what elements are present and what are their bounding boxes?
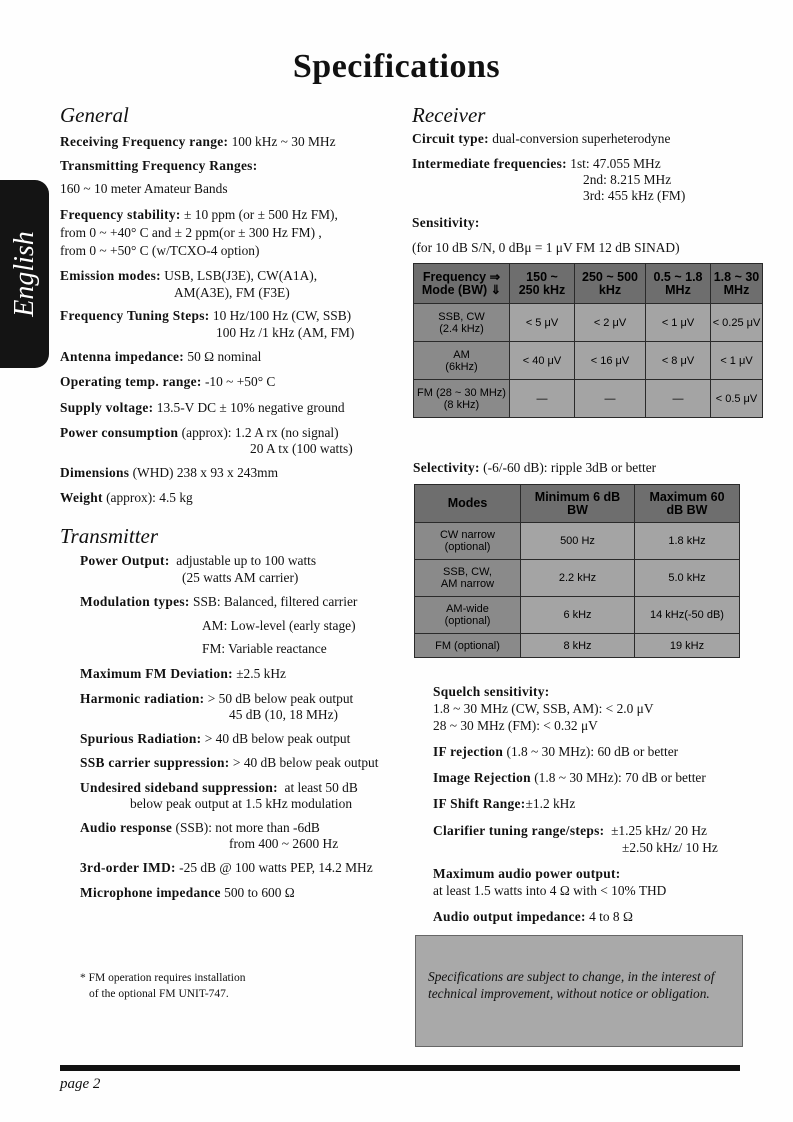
table-cell: < 1 μV [711, 342, 763, 380]
table-row [415, 523, 740, 560]
table-cell: 5.0 kHz [635, 560, 740, 597]
max-audio-label: Maximum audio power output: [433, 866, 621, 881]
if-freq-3: 3rd: 455 kHz (FM) [583, 188, 686, 203]
max-audio-value: at least 1.5 watts into 4 Ω with < 10% THD [433, 883, 667, 898]
general-heading: General [60, 103, 129, 127]
stability: Frequency stability: ± 10 ppm (or ± 500 Hz FM), [60, 207, 338, 222]
harmonic-radiation-line2: 45 dB (10, 18 MHz) [229, 707, 338, 722]
table-header-cell: 1.8 ~ 30 MHz [711, 264, 763, 304]
table-row [414, 380, 763, 418]
clarifier: Clarifier tuning range/steps: ±1.25 kHz/ 20 Hz [433, 823, 707, 838]
if-rejection: IF rejection (1.8 ~ 30 MHz): 60 dB or better [433, 744, 679, 759]
stability-line3: from 0 ~ +50° C (w/TCXO-4 option) [60, 243, 260, 258]
selectivity: Selectivity: (-6/-60 dB): ripple 3dB or better [413, 460, 657, 475]
footer-rule [60, 1065, 740, 1071]
table-cell: AM-wide (optional) [415, 597, 521, 634]
footnote-line1: * FM operation requires installation [80, 972, 246, 984]
tx-freq-label: Transmitting Frequency Ranges: [60, 158, 258, 173]
table-cell: CW narrow (optional) [415, 523, 521, 560]
audio-response-line2: from 400 ~ 2600 Hz [229, 836, 339, 851]
table-header-cell: Maximum 60 dB BW [635, 485, 740, 523]
table-cell: < 0.25 μV [711, 304, 763, 342]
table-cell: 8 kHz [521, 634, 635, 658]
if-shift: IF Shift Range:±1.2 kHz [433, 796, 576, 811]
table-header-cell: 250 ~ 500 kHz [575, 264, 646, 304]
weight: Weight (approx): 4.5 kg [60, 490, 193, 505]
imd: 3rd-order IMD: -25 dB @ 100 watts PEP, 14.2 MHz [80, 860, 373, 875]
table-cell: < 40 μV [510, 342, 575, 380]
table-cell: < 5 μV [510, 304, 575, 342]
supply-voltage: Supply voltage: 13.5-V DC ± 10% negative ground [60, 400, 345, 415]
table-cell: 6 kHz [521, 597, 635, 634]
selectivity-table [414, 484, 740, 658]
rx-freq: Receiving Frequency range: 100 kHz ~ 30 MHz [60, 134, 336, 149]
table-cell: < 2 μV [575, 304, 646, 342]
table-cell: — [575, 380, 646, 418]
table-header-cell: 0.5 ~ 1.8 MHz [646, 264, 711, 304]
table-row [414, 304, 763, 342]
table-row [414, 342, 763, 380]
antenna-impedance: Antenna impedance: 50 Ω nominal [60, 349, 262, 364]
sensitivity-label: Sensitivity: [412, 215, 480, 230]
squelch-line1: 1.8 ~ 30 MHz (CW, SSB, AM): < 2.0 μV [433, 701, 654, 716]
fm-deviation: Maximum FM Deviation: ±2.5 kHz [80, 666, 286, 681]
audio-response: Audio response (SSB): not more than -6dB [80, 820, 320, 835]
image-rejection: Image Rejection (1.8 ~ 30 MHz): 70 dB or better [433, 770, 706, 785]
table-cell: — [510, 380, 575, 418]
table-cell: 14 kHz(-50 dB) [635, 597, 740, 634]
table-header-cell: 150 ~ 250 kHz [510, 264, 575, 304]
carrier-suppression: SSB carrier suppression: > 40 dB below peak output [80, 755, 379, 770]
table-cell: < 0.5 μV [711, 380, 763, 418]
stability-line2: from 0 ~ +40° C and ± 2 ppm(or ± 300 Hz FM) , [60, 225, 322, 240]
dimensions: Dimensions (WHD) 238 x 93 x 243mm [60, 465, 279, 480]
spurious-radiation: Spurious Radiation: > 40 dB below peak output [80, 731, 351, 746]
table-cell: 19 kHz [635, 634, 740, 658]
table-row [415, 560, 740, 597]
table-cell: < 1 μV [646, 304, 711, 342]
circuit-type: Circuit type: dual-conversion superheterodyne [412, 131, 671, 146]
sideband-suppression: Undesired sideband suppression: at least 50 dB [80, 780, 358, 795]
notice-box [415, 935, 743, 1047]
table-cell: SSB, CW, AM narrow [415, 560, 521, 597]
notice-text: Specifications are subject to change, in the interest of technical improvement, without notice or obligation. [428, 969, 715, 1001]
table-cell: < 8 μV [646, 342, 711, 380]
squelch-label: Squelch sensitivity: [433, 684, 550, 699]
table-cell: 500 Hz [521, 523, 635, 560]
emission: Emission modes: USB, LSB(J3E), CW(A1A), [60, 268, 318, 283]
modulation-fm: FM: Variable reactance [202, 641, 327, 656]
table-header-cell: Minimum 6 dB BW [521, 485, 635, 523]
power-output: Power Output: adjustable up to 100 watts [80, 553, 317, 568]
tuning-steps: Frequency Tuning Steps: 10 Hz/100 Hz (CW, SSB) [60, 308, 352, 323]
tuning-steps-line2: 100 Hz /1 kHz (AM, FM) [216, 325, 355, 340]
if-freq-2: 2nd: 8.215 MHz [583, 172, 672, 187]
table-header-cell: Frequency ⇒ Mode (BW) ⇓ [414, 264, 510, 304]
harmonic-radiation: Harmonic radiation: > 50 dB below peak output [80, 691, 354, 706]
table-cell: < 16 μV [575, 342, 646, 380]
receiver-heading: Receiver [412, 103, 486, 127]
page-title: Specifications [292, 48, 501, 85]
audio-impedance: Audio output impedance: 4 to 8 Ω [433, 909, 633, 924]
table-cell: FM (28 ~ 30 MHz) (8 kHz) [414, 380, 510, 418]
sideband-suppression-line2: below peak output at 1.5 kHz modulation [130, 796, 353, 811]
transmitter-heading: Transmitter [60, 524, 159, 548]
sensitivity-conditions: (for 10 dB S/N, 0 dBμ = 1 μV FM 12 dB SINAD) [412, 240, 680, 255]
table-header-row [414, 264, 763, 304]
table-cell: SSB, CW (2.4 kHz) [414, 304, 510, 342]
table-cell: 1.8 kHz [635, 523, 740, 560]
table-cell: — [646, 380, 711, 418]
emission-line2: AM(A3E), FM (F3E) [174, 285, 290, 300]
squelch-line2: 28 ~ 30 MHz (FM): < 0.32 μV [433, 718, 598, 733]
modulation-am: AM: Low-level (early stage) [202, 618, 356, 633]
table-row [415, 634, 740, 658]
power-consumption-line2: 20 A tx (100 watts) [250, 441, 353, 456]
table-cell: 2.2 kHz [521, 560, 635, 597]
if-freqs: Intermediate frequencies: 1st: 47.055 MHz [412, 156, 661, 171]
table-cell: AM (6kHz) [414, 342, 510, 380]
table-header-row [415, 485, 740, 523]
operating-temp: Operating temp. range: -10 ~ +50° C [60, 374, 276, 389]
language-tab [0, 180, 49, 368]
language-tab-label: English [8, 231, 40, 317]
table-cell: FM (optional) [415, 634, 521, 658]
page-number: page 2 [60, 1076, 101, 1092]
sensitivity-table [413, 263, 763, 418]
tx-freq-value: 160 ~ 10 meter Amateur Bands [60, 181, 228, 196]
table-header-cell: Modes [415, 485, 521, 523]
clarifier-line2: ±2.50 kHz/ 10 Hz [622, 840, 718, 855]
power-consumption: Power consumption (approx): 1.2 A rx (no signal) [60, 425, 339, 440]
power-output-line2: (25 watts AM carrier) [182, 570, 299, 585]
footnote-line2: of the optional FM UNIT-747. [89, 988, 229, 1000]
table-row [415, 597, 740, 634]
mic-impedance: Microphone impedance 500 to 600 Ω [80, 885, 295, 900]
modulation-types: Modulation types: SSB: Balanced, filtered carrier [80, 594, 358, 609]
